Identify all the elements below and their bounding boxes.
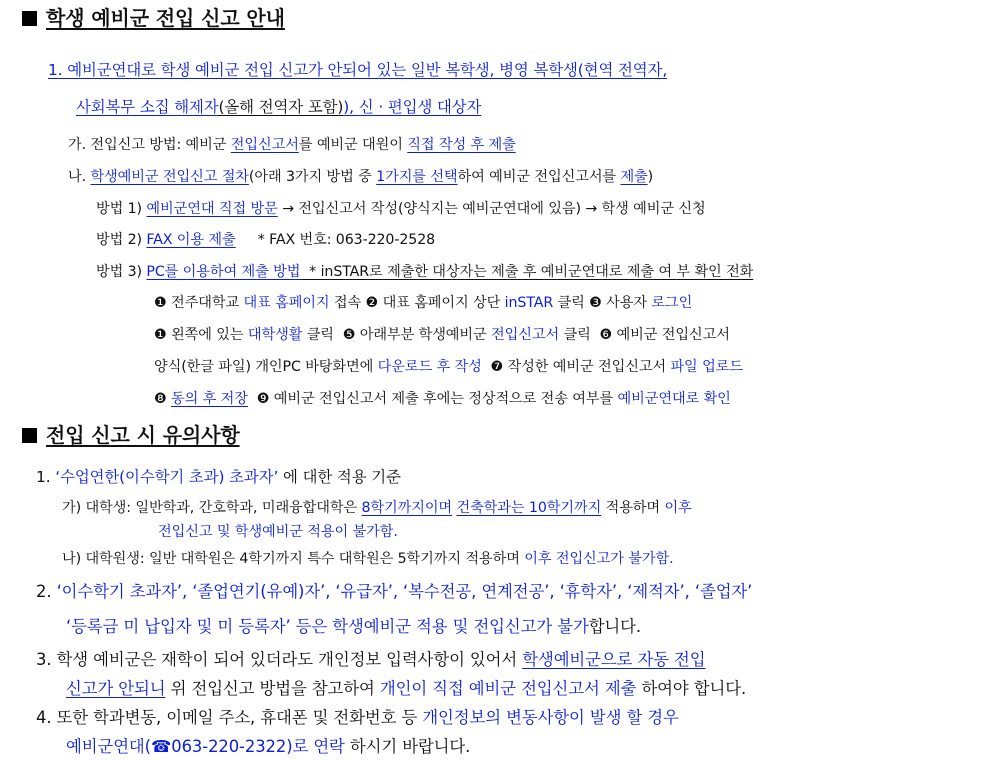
method-3: 방법 3) PC를 이용하여 제출 방법 * inSTAR로 제출한 대상자는 제출 후 예비군연대로 제출 여 부 확인 전화 xyxy=(96,264,754,280)
note-1: 1. ‘수업연한(이수학기 초과) 초과자’ 에 대한 적용 기준 xyxy=(36,468,401,486)
section2-heading xyxy=(22,421,981,449)
item1-line1: 1. 예비군연대로 학생 예비군 전입 신고가 안되어 있는 일반 복학생, 병영 복학생(현역 전역자, xyxy=(48,61,668,79)
note-4-line2: 예비군연대(☎063-220-2322)로 연락 하시기 바랍니다. xyxy=(66,737,471,756)
section1-heading xyxy=(22,4,981,32)
note-3-line2: 신고가 안되니 위 전입신고 방법을 참고하여 개인이 직접 예비군 전입신고서 제출 하여야 합니다. xyxy=(66,679,747,698)
step-line-4: ❽ 동의 후 저장 ❾ 예비군 전입신고서 제출 후에는 정상적으로 전송 여부를 예비군연대로 확인 xyxy=(154,391,731,407)
square-bullet-icon xyxy=(22,11,37,26)
step-line-3: 양식(한글 파일) 개인PC 바탕화면에 다운로드 후 작성 ❼ 작성한 예비군 전입신고서 파일 업로드 xyxy=(154,359,743,375)
square-bullet-icon xyxy=(22,428,37,443)
note-2-line1: 2. ‘이수학기 초과자’, ‘졸업연기(유예)자’, ‘유급자’, ‘복수전공, 연계전공’, ‘휴학자’, ‘제적자’, ‘졸업자’ xyxy=(36,582,753,601)
section2-title: 전입 신고 시 유의사항 xyxy=(46,423,240,447)
method-2: 방법 2) FAX 이용 제출 * FAX 번호: 063-220-2528 xyxy=(96,232,436,248)
item1-line2: 사회복무 소집 해제자(올해 전역자 포함)), 신 · 편입생 대상자 xyxy=(76,98,482,116)
section1-title: 학생 예비군 전입 신고 안내 xyxy=(46,6,285,30)
note-1-ga-line1: 가) 대학생: 일반학과, 간호학과, 미래융합대학은 8학기까지이며 건축학과는 10학기까지 적용하며 이후 xyxy=(62,500,692,516)
method-line-ga: 가. 전입신고 방법: 예비군 전입신고서를 예비군 대원이 직접 작성 후 제출 xyxy=(68,137,516,153)
procedure-line-na: 나. 학생예비군 전입신고 절차(아래 3가지 방법 중 1가지를 선택하여 예비군 전입신고서를 제출) xyxy=(68,169,654,185)
note-4-line1: 4. 또한 학과변동, 이메일 주소, 휴대폰 및 전화번호 등 개인정보의 변동사항이 발생 할 경우 xyxy=(36,708,679,727)
note-1-ga-line2: 전입신고 및 학생예비군 적용이 불가함. xyxy=(158,524,398,540)
note-2-line2: ‘등록금 미 납입자 및 미 등록자’ 등은 학생예비군 적용 및 전입신고가 불가합니다. xyxy=(66,617,642,636)
step-line-2: ❶ 왼쪽에 있는 대학생활 클릭 ❺ 아래부분 학생예비군 전입신고서 클릭 ❻ 예비군 전입신고서 xyxy=(154,327,730,343)
method-1: 방법 1) 예비군연대 직접 방문 → 전입신고서 작성(양식지는 예비군연대에 있음) → 학생 예비군 신청 xyxy=(96,201,706,217)
note-1-na: 나) 대학원생: 일반 대학원은 4학기까지 특수 대학원은 5학기까지 적용하며 이후 전입신고가 불가함. xyxy=(62,551,674,567)
step-line-1: ❶ 전주대학교 대표 홈페이지 접속 ❷ 대표 홈페이지 상단 inSTAR 클릭 ❸ 사용자 로그인 xyxy=(154,295,693,311)
note-3-line1: 3. 학생 예비군은 재학이 되어 있더라도 개인정보 입력사항이 있어서 학생예비군으로 자동 전입 xyxy=(36,650,706,669)
